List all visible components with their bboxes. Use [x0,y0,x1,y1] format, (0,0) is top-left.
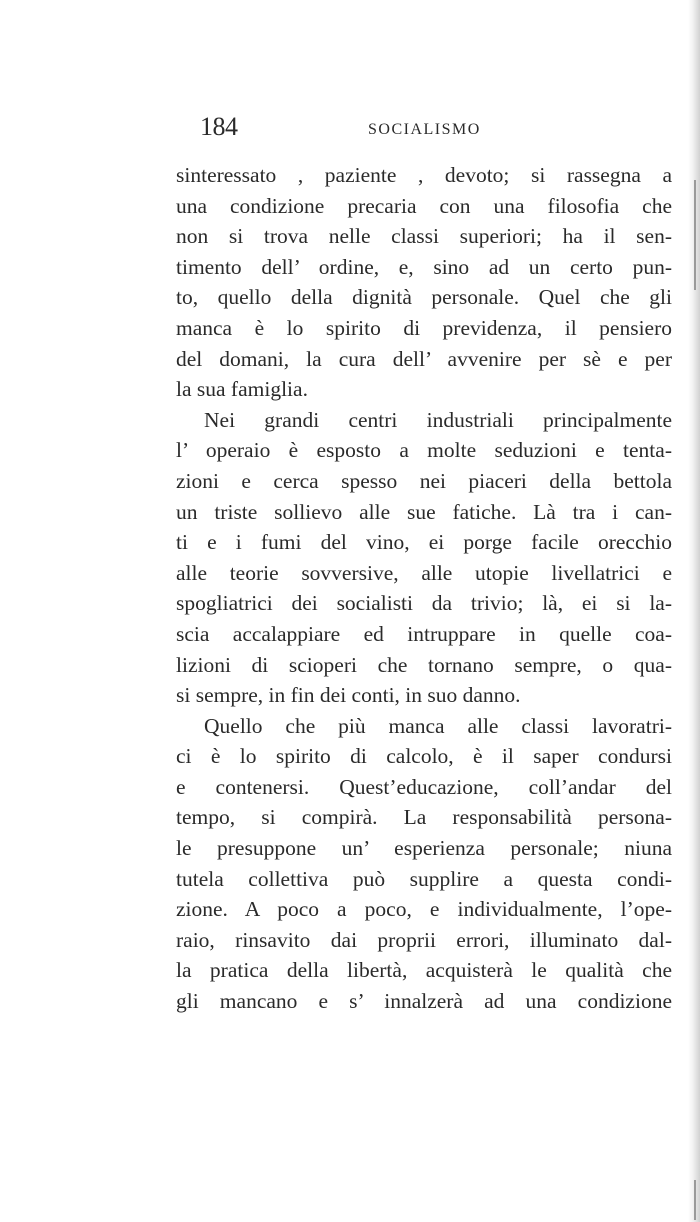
text-line: zioni e cerca spesso nei piaceri della bettola [176,468,672,493]
text-line: ci è lo spirito di calcolo, è il saper condursi [176,744,672,769]
text-line: si sempre, in fin dei conti, in suo danno. [176,683,521,708]
text-line: timento dell’ ordine, e, sino ad un certo pun- [176,254,672,279]
page-edge-mark [694,1180,696,1220]
text-line: tutela collettiva può supplire a questa condi- [176,866,672,891]
text-line: l’ operaio è esposto a molte seduzioni e tenta- [176,438,672,463]
text-line: spogliatrici dei socialisti da trivio; là, ei si la- [176,591,672,616]
text-line: Quello che più manca alle classi lavoratri- [204,713,672,738]
running-title: SOCIALISMO [368,121,481,138]
text-line: to, quello della dignità personale. Quel che gli [176,285,672,310]
text-line: ti e i fumi del vino, ei porge facile orecchio [176,530,672,555]
text-line: la sua famiglia. [176,377,308,402]
text-line: zione. A poco a poco, e individualmente, l’ope- [176,897,672,922]
text-line: del domani, la cura dell’ avvenire per sè e per [176,346,672,371]
text-line: raio, rinsavito dai proprii errori, illuminato dal- [176,927,672,952]
text-line: la pratica della libertà, acquisterà le qualità che [176,958,672,983]
text-line: alle teorie sovversive, alle utopie livellatrici e [176,560,672,585]
text-line: Nei grandi centri industriali principalmente [204,407,672,432]
text-line: non si trova nelle classi superiori; ha il sen- [176,224,672,249]
text-line: lizioni di scioperi che tornano sempre, o qua- [176,652,672,677]
text-line: tempo, si compirà. La responsabilità persona- [176,805,672,830]
body-text [176,160,672,1017]
text-line: e contenersi. Quest’educazione, coll’andar del [176,774,672,799]
text-line: manca è lo spirito di previdenza, il pensiero [176,315,672,340]
page-edge-mark [694,180,696,290]
text-line: una condizione precaria con una filosofia che [176,193,672,218]
text-line: sinteressato , paziente , devoto; si rassegna a [176,163,672,187]
text-line: scia accalappiare ed intruppare in quelle coa- [176,621,672,646]
text-line: le presuppone un’ esperienza personale; niuna [176,836,672,861]
text-line: un triste sollievo alle sue fatiche. Là tra i can- [176,499,672,524]
text-line: gli mancano e s’ innalzerà ad una condizione [176,989,672,1014]
page-number: 184 [200,112,238,141]
page-header [176,112,672,146]
